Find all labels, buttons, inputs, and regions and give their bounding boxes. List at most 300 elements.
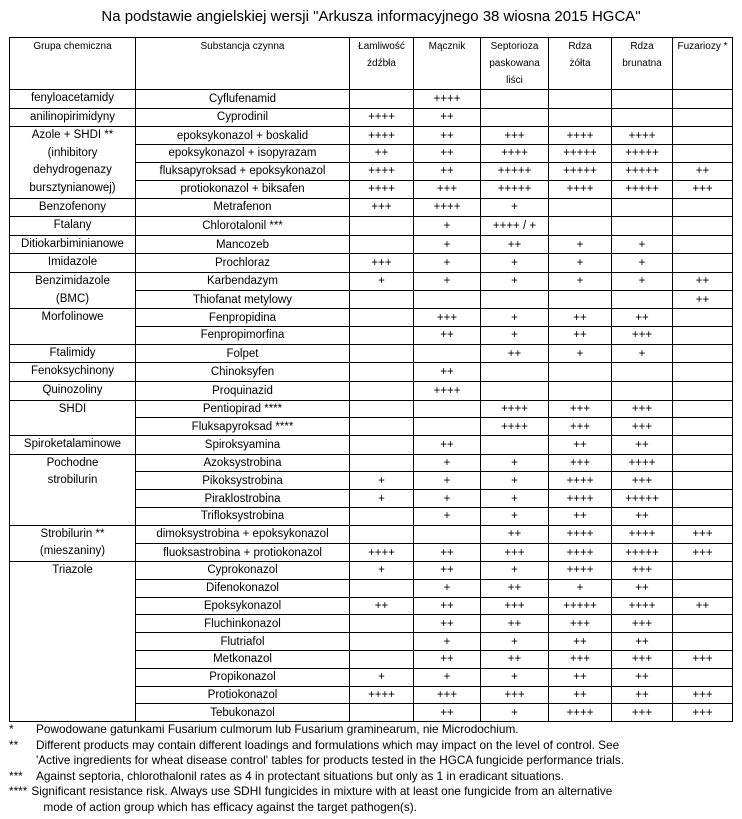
table-row [10,309,733,327]
footnote-line: Different products may contain different loadings and formulations which may impact on the level of control. See [36,737,620,752]
efficacy-cell: ++ [549,309,612,327]
active-substance-cell: Spiroksyamina [136,436,350,455]
efficacy-cell: + [612,344,673,363]
active-substance-cell: epoksykonazol + boskalid [136,127,350,145]
efficacy-cell: ++++ [350,543,414,561]
efficacy-cell: ++++ [549,180,612,198]
efficacy-cell: ++ [414,651,481,669]
efficacy-cell [350,704,414,722]
efficacy-cell: ++ [612,436,673,455]
efficacy-cell: + [549,344,612,363]
efficacy-cell: + [549,579,612,597]
chemical-group-label: Triazole [52,564,93,577]
table-row [10,381,733,400]
footnote-mark: ** [9,737,19,752]
efficacy-cell: ++ [414,436,481,455]
efficacy-cell: ++ [414,597,481,615]
efficacy-cell: +++++ [612,145,673,163]
chemical-group-label: (inhibitory [47,146,98,159]
efficacy-cell: + [481,272,549,290]
active-substance-cell: Chinoksyfen [136,363,350,382]
header-row [10,38,733,90]
efficacy-cell: ++++ [481,418,549,436]
chemical-group-label: strobilurin [47,474,98,487]
table-row [10,198,733,217]
efficacy-cell: ++ [481,525,549,543]
efficacy-cell [673,90,733,109]
efficacy-cell [673,579,733,597]
efficacy-cell: +++ [673,704,733,722]
efficacy-cell [350,454,414,472]
chemical-group-cell [10,272,136,308]
header-group: Grupa chemiczna [10,38,136,90]
efficacy-cell: + [481,633,549,651]
efficacy-cell: + [549,235,612,254]
chemical-group-label: Fenoksychinony [30,365,115,378]
efficacy-cell: + [414,472,481,490]
efficacy-cell: ++++ [350,127,414,145]
efficacy-cell: +++ [549,454,612,472]
chemical-group-label: bursztynianowej) [29,181,116,194]
efficacy-cell [612,198,673,217]
efficacy-cell: ++++ / + [481,217,549,236]
header-substance: Substancja czynna [136,38,350,90]
efficacy-cell [612,108,673,127]
active-substance-cell: Azoksystrobina [136,454,350,472]
active-substance-cell: Fenpropimorfina [136,326,350,344]
active-substance-cell: Proquinazid [136,381,350,400]
efficacy-cell: ++ [549,436,612,455]
efficacy-cell [673,472,733,490]
efficacy-cell: +++ [414,309,481,327]
efficacy-cell [350,291,414,309]
efficacy-cell [414,400,481,418]
efficacy-cell: +++ [673,543,733,561]
efficacy-cell [673,127,733,145]
efficacy-cell: ++ [414,562,481,580]
efficacy-cell: +++++ [612,490,673,508]
efficacy-cell: +++++ [612,543,673,561]
efficacy-cell [673,217,733,236]
table-row [10,127,733,145]
chemical-group-cell [10,217,136,236]
efficacy-cell [673,344,733,363]
efficacy-cell: ++ [549,508,612,526]
efficacy-cell: + [481,704,549,722]
efficacy-cell: ++ [414,162,481,180]
efficacy-cell: + [350,668,414,686]
efficacy-cell [481,436,549,455]
efficacy-cell: +++ [612,704,673,722]
efficacy-cell [350,525,414,543]
chemical-group-cell [10,127,136,198]
efficacy-cell [481,291,549,309]
efficacy-cell: +++ [549,400,612,418]
efficacy-cell [481,108,549,127]
efficacy-cell [350,633,414,651]
efficacy-cell [673,615,733,633]
efficacy-cell: ++++ [612,525,673,543]
active-substance-cell: Cyflufenamid [136,90,350,109]
efficacy-cell: ++ [481,344,549,363]
efficacy-cell [673,418,733,436]
efficacy-cell [612,217,673,236]
chemical-group-label: Benzimidazole [35,274,110,287]
efficacy-cell: +++ [414,180,481,198]
chemical-group-label: Strobilurin ** [40,527,105,540]
efficacy-cell: +++++ [549,162,612,180]
active-substance-cell: Chlorotalonil *** [136,217,350,236]
active-substance-cell: Mancozeb [136,235,350,254]
efficacy-cell: ++ [612,686,673,704]
efficacy-cell [350,235,414,254]
efficacy-cell: ++++ [350,162,414,180]
active-substance-cell: Thiofanat metylowy [136,291,350,309]
efficacy-cell [549,90,612,109]
efficacy-cell: ++++ [350,108,414,127]
active-substance-cell: fluoksastrobina + protiokonazol [136,543,350,561]
efficacy-cell [673,235,733,254]
chemical-group-label: Azole + SHDI ** [31,129,114,142]
efficacy-cell: + [612,235,673,254]
efficacy-cell [481,90,549,109]
chemical-group-label: dehydrogenazy [33,164,112,177]
efficacy-cell: ++++ [481,145,549,163]
efficacy-cell [673,454,733,472]
footnote-mark: **** [9,784,28,798]
efficacy-cell: +++ [673,525,733,543]
active-substance-cell: Propikonazol [136,668,350,686]
efficacy-cell [350,418,414,436]
active-substance-cell: Fluksapyroksad **** [136,418,350,436]
efficacy-cell: ++ [612,508,673,526]
page-title: Na podstawie angielskiej wersji "Arkusza informacyjnego 38 wiosna 2015 HGCA" [101,8,641,25]
efficacy-cell [612,291,673,309]
efficacy-cell: ++++ [350,686,414,704]
efficacy-cell: ++ [549,668,612,686]
table-row [10,235,733,254]
efficacy-cell: ++ [673,272,733,290]
table-row [10,90,733,109]
footnote-text [36,722,734,738]
active-substance-cell: Cyprodinil [136,108,350,127]
chemical-group-label: Quinozoliny [42,383,103,396]
efficacy-cell [673,363,733,382]
efficacy-cell: ++ [673,162,733,180]
table-row [10,272,733,290]
efficacy-cell [673,198,733,217]
efficacy-cell: ++++ [549,704,612,722]
efficacy-cell [673,381,733,400]
chemical-group-cell [10,254,136,273]
efficacy-cell: +++++ [481,162,549,180]
efficacy-cell: ++++ [350,180,414,198]
efficacy-cell: ++ [414,363,481,382]
efficacy-cell: ++ [481,235,549,254]
footnote [9,769,734,785]
efficacy-cell [350,344,414,363]
efficacy-cell: +++ [673,180,733,198]
chemical-group-label: Morfolinowe [41,311,104,324]
efficacy-cell [673,108,733,127]
efficacy-cell: +++ [612,326,673,344]
header-col: Fuzariozy * [673,38,733,90]
table-row [10,436,733,455]
header-col: Mącznik [414,38,481,90]
chemical-group-cell [10,198,136,217]
efficacy-cell: +++ [612,400,673,418]
efficacy-cell [350,615,414,633]
efficacy-cell [481,363,549,382]
efficacy-cell: +++++ [612,162,673,180]
chemical-group-cell [10,344,136,363]
efficacy-cell: + [612,254,673,273]
footnote-text [36,769,734,785]
efficacy-cell: +++++ [549,597,612,615]
active-substance-cell: Cyprokonazol [136,562,350,580]
chemical-group-cell [10,400,136,436]
header-col: Rdza żółta [549,38,612,90]
efficacy-cell: ++ [612,633,673,651]
efficacy-cell: ++++ [549,127,612,145]
efficacy-cell [350,309,414,327]
efficacy-cell [673,400,733,418]
table-row [10,217,733,236]
efficacy-cell [673,326,733,344]
active-substance-cell: Epoksykonazol [136,597,350,615]
efficacy-cell: ++ [481,579,549,597]
efficacy-cell [612,363,673,382]
chemical-group-label: Ftalimidy [49,346,96,359]
table-row [10,400,733,418]
efficacy-cell: ++ [549,686,612,704]
chemical-group-label: Ftalany [53,219,92,232]
chemical-group-label: fenyloacetamidy [30,92,115,104]
chemical-group-cell [10,454,136,525]
efficacy-cell: + [481,668,549,686]
efficacy-cell [350,436,414,455]
efficacy-cell: ++ [350,145,414,163]
efficacy-cell [414,525,481,543]
efficacy-cell: + [481,508,549,526]
efficacy-cell: ++++ [612,127,673,145]
efficacy-cell [612,90,673,109]
footnote-mark: *** [9,768,23,783]
efficacy-cell [414,344,481,363]
efficacy-cell: ++++ [612,454,673,472]
efficacy-cell: +++ [414,686,481,704]
efficacy-cell: + [414,508,481,526]
efficacy-cell: ++ [414,145,481,163]
efficacy-cell: ++++ [549,490,612,508]
efficacy-cell: ++ [612,579,673,597]
efficacy-cell [414,291,481,309]
efficacy-cell: +++ [549,418,612,436]
chemical-group-cell [10,381,136,400]
table-row [10,108,733,127]
table-row [10,344,733,363]
efficacy-cell: +++ [481,543,549,561]
efficacy-cell [673,145,733,163]
chemical-group-cell [10,436,136,455]
active-substance-cell: Difenokonazol [136,579,350,597]
efficacy-cell: ++ [414,326,481,344]
efficacy-cell: +++ [612,562,673,580]
active-substance-cell: Pentiopirad **** [136,400,350,418]
chemical-group-label: Spiroketalaminowe [23,438,122,451]
efficacy-cell: ++++ [549,562,612,580]
efficacy-cell: + [414,217,481,236]
footnote-line: Powodowane gatunkami Fusarium culmorum lub Fusarium graminearum, nie Microdochium. [36,722,519,736]
efficacy-cell: + [414,668,481,686]
efficacy-cell: + [350,490,414,508]
chemical-group-label: (mieszaniny) [39,545,106,558]
efficacy-cell [673,309,733,327]
efficacy-cell: ++++ [414,90,481,109]
efficacy-cell: ++ [350,597,414,615]
efficacy-cell: ++++ [549,543,612,561]
efficacy-cell: + [481,309,549,327]
efficacy-cell: ++ [414,704,481,722]
efficacy-cell: +++ [612,651,673,669]
efficacy-cell [673,490,733,508]
efficacy-cell: ++ [673,597,733,615]
efficacy-cell: ++ [414,543,481,561]
efficacy-cell: + [481,472,549,490]
efficacy-cell: + [481,490,549,508]
efficacy-cell [673,633,733,651]
efficacy-cell [350,326,414,344]
efficacy-cell [350,400,414,418]
efficacy-cell [414,418,481,436]
efficacy-cell [350,217,414,236]
efficacy-cell: + [414,235,481,254]
efficacy-cell: ++ [481,651,549,669]
efficacy-cell [673,562,733,580]
efficacy-cell: +++ [481,127,549,145]
active-substance-cell: protiokonazol + biksafen [136,180,350,198]
efficacy-cell [549,381,612,400]
efficacy-cell [673,436,733,455]
efficacy-cell: +++ [481,597,549,615]
efficacy-cell: ++ [673,291,733,309]
efficacy-cell [673,668,733,686]
efficacy-cell [350,651,414,669]
chemical-group-cell [10,562,136,722]
efficacy-cell: ++ [549,633,612,651]
efficacy-cell: + [612,272,673,290]
footnote-text [36,738,734,769]
efficacy-cell: + [414,454,481,472]
chemical-group-label: (BMC) [55,292,90,305]
efficacy-cell [549,108,612,127]
efficacy-cell: + [481,254,549,273]
active-substance-cell: Trifloksystrobina [136,508,350,526]
footnote-mark: * [9,722,14,736]
active-substance-cell: dimoksystrobina + epoksykonazol [136,525,350,543]
efficacy-cell: +++ [612,418,673,436]
header-col: Rdza brunatna [612,38,673,90]
efficacy-cell [612,381,673,400]
efficacy-cell: + [414,579,481,597]
active-substance-cell: Pikoksystrobina [136,472,350,490]
table-row [10,254,733,273]
efficacy-cell: ++ [549,326,612,344]
efficacy-cell: + [549,272,612,290]
efficacy-cell [549,198,612,217]
efficacy-cell: + [414,254,481,273]
efficacy-cell: ++ [612,309,673,327]
active-substance-cell: Protiokonazol [136,686,350,704]
chemical-group-cell [10,525,136,561]
efficacy-cell: +++ [612,615,673,633]
efficacy-cell: +++ [481,686,549,704]
fungicide-table [9,37,733,722]
efficacy-cell: + [350,562,414,580]
efficacy-cell: ++ [612,668,673,686]
efficacy-cell: +++++ [549,145,612,163]
efficacy-cell [350,381,414,400]
chemical-group-cell [10,309,136,345]
chemical-group-label: anilinopirimidyny [29,110,115,123]
efficacy-cell: +++++ [612,180,673,198]
efficacy-cell: + [350,472,414,490]
efficacy-cell: + [414,633,481,651]
active-substance-cell: Fenpropidina [136,309,350,327]
footnotes [9,722,734,815]
footnote [9,722,734,738]
footnote-line: mode of action group which has efficacy against the target pathogen(s). [43,799,417,814]
efficacy-cell: ++++ [612,597,673,615]
efficacy-cell: ++ [414,108,481,127]
active-substance-cell: Folpet [136,344,350,363]
footnote-text [31,784,734,815]
efficacy-cell [481,381,549,400]
efficacy-cell: ++++ [481,400,549,418]
chemical-group-cell [10,235,136,254]
active-substance-cell: fluksapyroksad + epoksykonazol [136,162,350,180]
active-substance-cell: Prochloraz [136,254,350,273]
table-row [10,363,733,382]
efficacy-cell: +++ [612,472,673,490]
footnote [9,738,734,769]
chemical-group-cell [10,108,136,127]
efficacy-cell: + [414,272,481,290]
active-substance-cell: Flutriafol [136,633,350,651]
efficacy-cell: +++ [673,651,733,669]
chemical-group-label: Benzofenony [38,200,107,213]
table-row [10,525,733,543]
efficacy-cell [673,508,733,526]
efficacy-cell: ++++ [414,381,481,400]
efficacy-cell [549,217,612,236]
efficacy-cell [350,579,414,597]
efficacy-cell [350,90,414,109]
efficacy-cell: + [414,490,481,508]
efficacy-cell: +++ [549,615,612,633]
active-substance-cell: Fluchinkonazol [136,615,350,633]
header-col: Łamliwość źdźbła [350,38,414,90]
efficacy-cell: + [350,272,414,290]
efficacy-cell: + [481,562,549,580]
efficacy-cell: ++++ [549,525,612,543]
footnote [9,784,734,815]
chemical-group-cell [10,90,136,109]
active-substance-cell: epoksykonazol + isopyrazam [136,145,350,163]
efficacy-cell [549,291,612,309]
header-col: Septorioza paskowana liści [481,38,549,90]
efficacy-cell [350,363,414,382]
